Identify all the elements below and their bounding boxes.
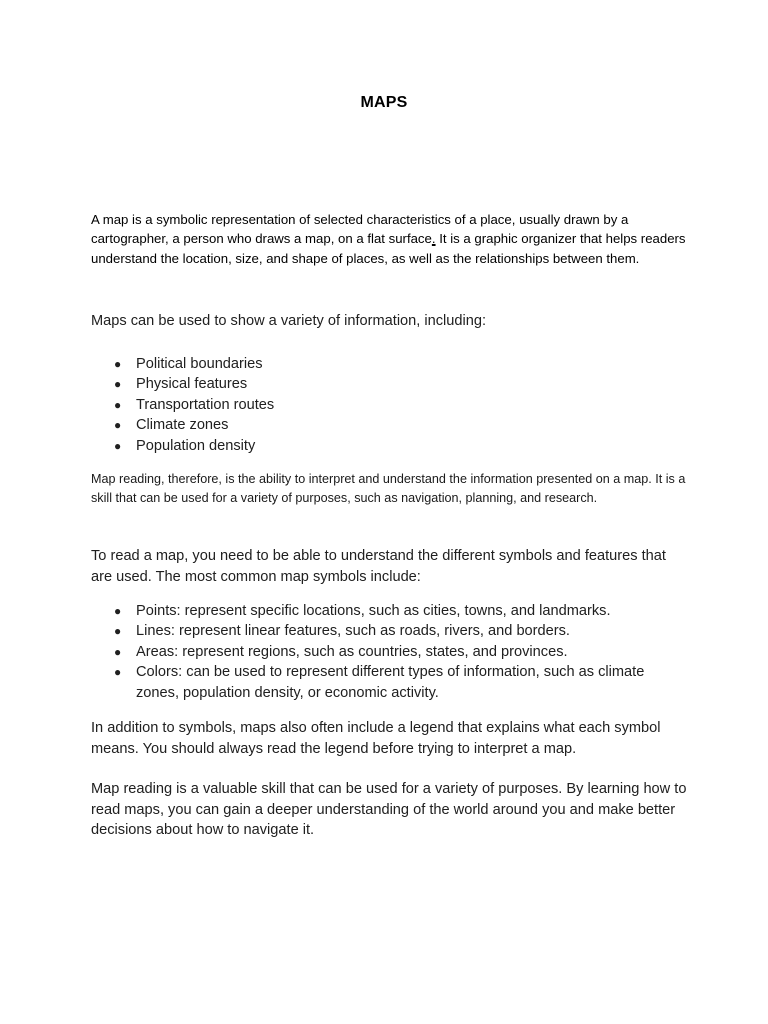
list-item: ● Areas: represent regions, such as countries, states, and provinces. <box>91 642 691 662</box>
symbols-intro-paragraph: To read a map, you need to be able to understand the different symbols and features that are used. The most common map symbols include: <box>91 548 666 585</box>
bullet-icon: ● <box>114 397 122 412</box>
uses-list <box>91 354 691 456</box>
intro-text-after: It is a graphic organizer that helps readers understand the location, size, and shape of places, as well as the relationships between them. <box>91 231 686 266</box>
bullet-icon: ● <box>114 624 122 639</box>
intro-paragraph <box>91 210 691 268</box>
bullet-icon: ● <box>114 604 122 618</box>
bullet-icon: ● <box>114 665 122 680</box>
intro-text-before: A map is a symbolic representation of selected characteristics of a place, usually drawn by a cartographer, a person who draws a map, on a flat surface <box>91 212 629 247</box>
symbols-list <box>91 601 691 703</box>
intro-underlined-period: . <box>431 231 436 247</box>
list-item: ● Lines: represent linear features, such as roads, rivers, and borders. <box>91 621 691 641</box>
bullet-icon: ● <box>114 418 122 433</box>
list-item: ● Population density <box>91 436 691 456</box>
bullet-icon: ● <box>114 357 122 371</box>
list-item: ● Colors: can be used to represent different types of information, such as climate zones, population density, or economic activity. <box>114 664 645 701</box>
page-title: MAPS <box>360 94 408 111</box>
list-item: ● Political boundaries <box>91 354 691 374</box>
bullet-icon: ● <box>114 438 122 453</box>
map-reading-paragraph: Map reading, therefore, is the ability to interpret and understand the information presented on a map. It is a skill that can be used for a variety of purposes, such as navigation, planning, and research. <box>91 472 686 505</box>
conclusion-paragraph: Map reading is a valuable skill that can be used for a variety of purposes. By learning how to read maps, you can gain a deeper understanding of the world around you and make better decisions about how to navigate it. <box>91 781 687 838</box>
list-item: ● Transportation routes <box>91 395 691 415</box>
bullet-icon: ● <box>114 644 122 659</box>
list-item: ● Climate zones <box>91 415 691 435</box>
bullet-icon: ● <box>114 377 122 392</box>
uses-intro-paragraph: Maps can be used to show a variety of information, including: <box>91 313 487 329</box>
list-item: ● Points: represent specific locations, such as cities, towns, and landmarks. <box>91 601 691 621</box>
legend-paragraph: In addition to symbols, maps also often include a legend that explains what each symbol means. You should always read the legend before trying to interpret a map. <box>91 720 661 757</box>
list-item: ● Physical features <box>91 374 691 394</box>
